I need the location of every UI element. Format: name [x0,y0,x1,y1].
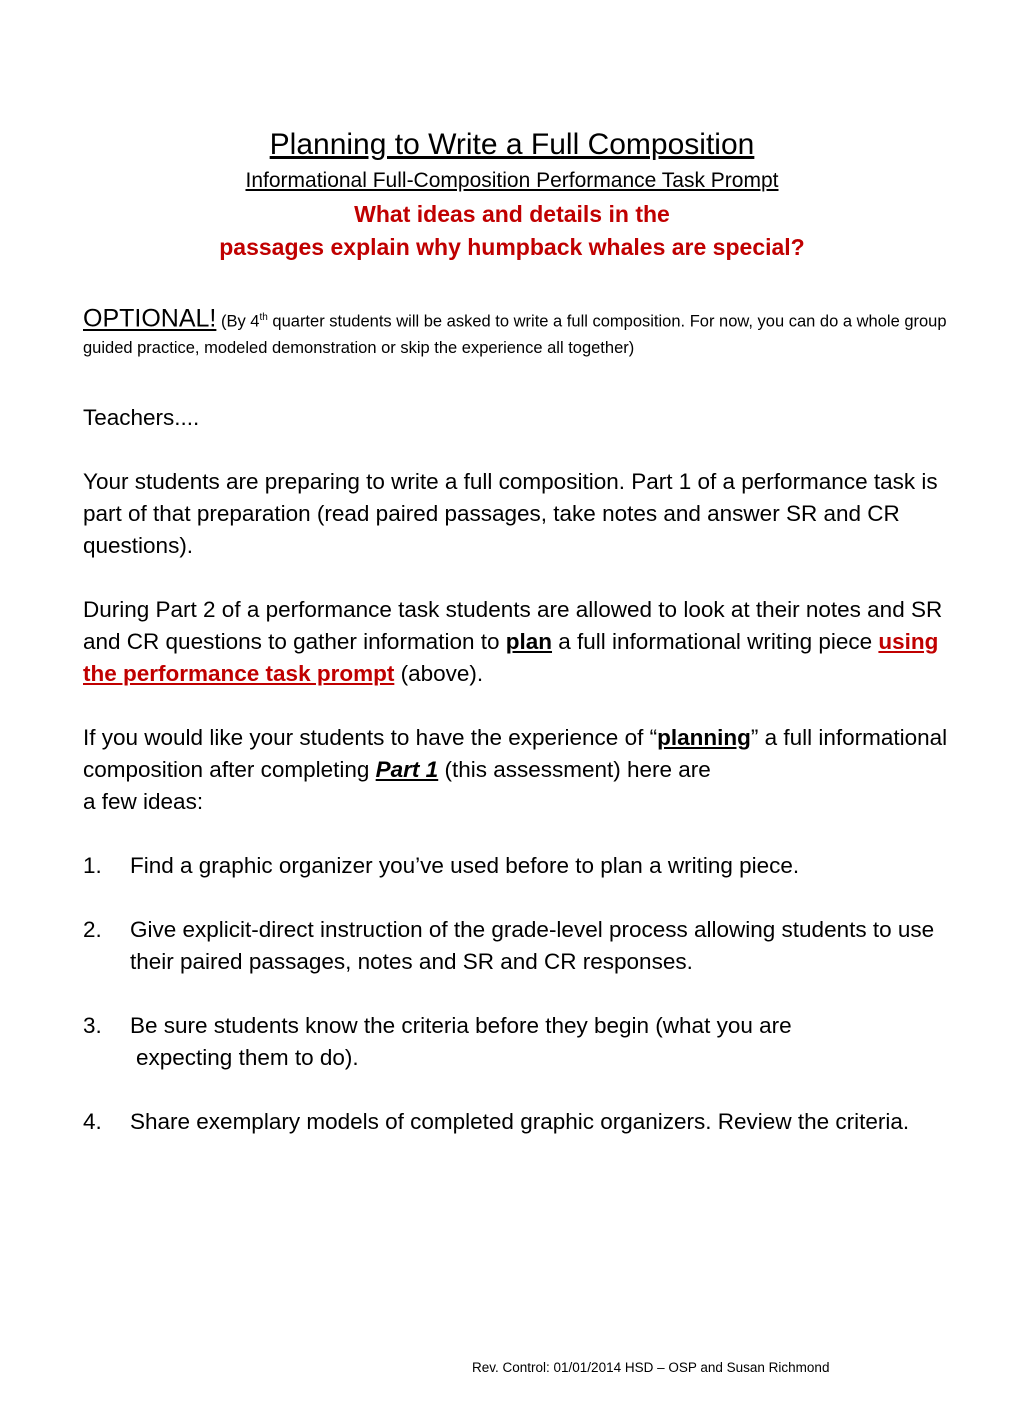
paragraph-planning [83,722,973,818]
list-item-text: Give explicit-direct instruction of the grade-level process allowing students to use their paired passages, notes and SR and CR responses. [130,917,935,974]
paragraph-part-2-text-1: During Part 2 of a performance task students are allowed to look at their notes and SR and CR questions to gather information to [83,597,943,654]
optional-note [83,305,973,361]
paragraph-part-2-text-2: a full informational writing piece [552,629,879,654]
paragraph-planning-text-4: a few ideas: [83,789,204,814]
paragraph-planning-text-2: ” a full informational composition after completing [83,725,948,782]
paragraph-planning-text-3: (this assessment) here are [438,757,711,782]
part-1-emphasis: Part 1 [375,757,439,782]
paragraph-planning-text-1: If you would like your students to have the experience of “ [83,725,658,750]
list-item-text-line-1: Be sure students know the criteria before they begin (what you are [130,1013,792,1038]
optional-superscript: th [259,312,268,323]
task-prompt [0,198,1024,264]
list-item [83,1010,973,1074]
list-item-number: 3. [83,1013,102,1038]
paragraph-part-2 [83,594,973,690]
page-subtitle: Informational Full-Composition Performance Task Prompt [245,169,779,192]
list-item-text-wrapper [130,1010,973,1074]
list-item-number: 1. [83,853,102,878]
list-item-number: 2. [83,917,102,942]
list-item [83,1106,973,1138]
teachers-greeting: Teachers.... [83,405,200,430]
list-item-number: 4. [83,1109,102,1134]
optional-text-end: quarter students will be asked to write a full composition. For now, you can do a whole group guided practice, modeled demonstration or skip the experience all together) [83,312,947,357]
page-title: Planning to Write a Full Composition [269,128,755,161]
paragraph-part-2-text-3: (above). [394,661,484,686]
task-prompt-line-1: What ideas and details in the [354,201,670,227]
optional-label: OPTIONAL! [83,304,217,333]
paragraph-preparation: Your students are preparing to write a full composition. Part 1 of a performance task is part of that preparation (read paired passages, take notes and answer SR and CR questions). [83,469,938,558]
prompt-reference: using the performance task prompt [83,629,939,686]
list-item-text-line-2: expecting them to do). [136,1045,359,1070]
list-item [83,914,973,978]
list-item-text: Find a graphic organizer you’ve used before to plan a writing piece. [130,853,800,878]
planning-emphasis: planning [657,725,751,750]
list-item-text: Share exemplary models of completed graphic organizers. Review the criteria. [130,1109,910,1134]
plan-emphasis: plan [505,629,553,654]
task-prompt-line-2: passages explain why humpback whales are special? [219,234,805,260]
revision-footer: Rev. Control: 01/01/2014 HSD – OSP and Susan Richmond [472,1360,830,1375]
optional-text-start: (By 4 [216,312,260,331]
list-item [83,850,973,882]
